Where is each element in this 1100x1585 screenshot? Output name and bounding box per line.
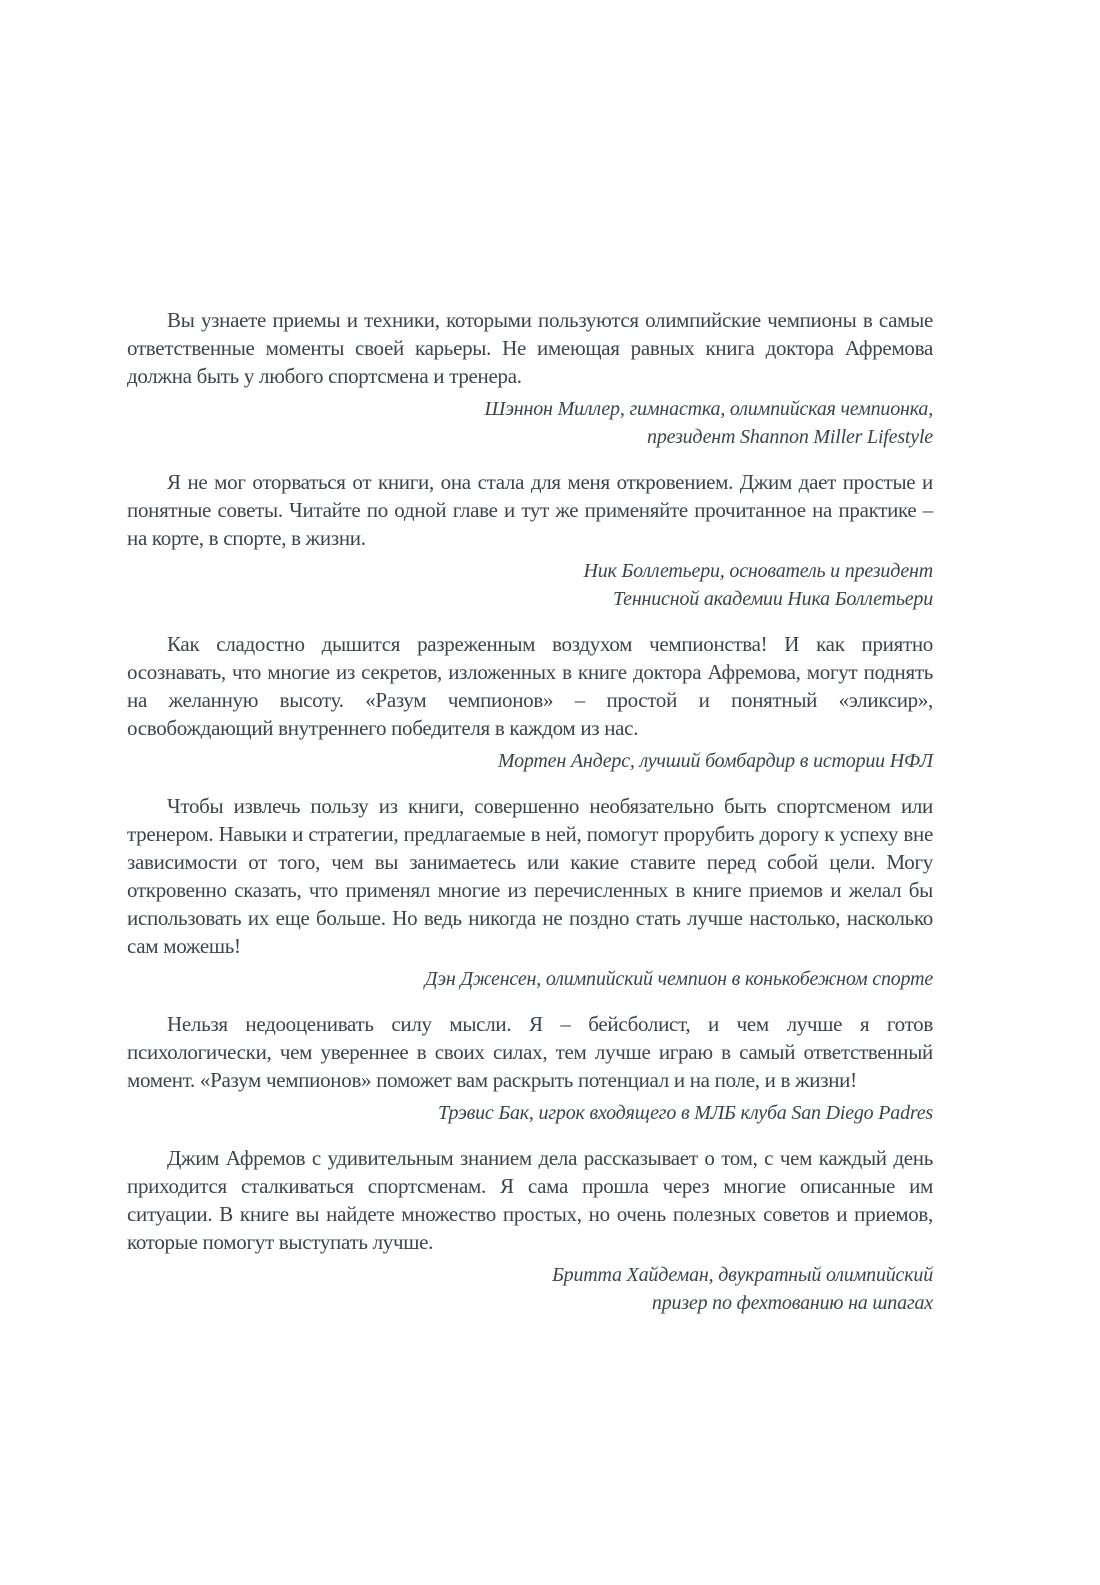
attribution-line: президент Shannon Miller Lifestyle: [647, 426, 933, 448]
quote-text: Как сладостно дышится разреженным воздухом чемпионства! И как приятно осознавать, что многие из секретов, изложенных в книге доктора Афремова, могут поднять на желанную высоту. «Разум чемпионов» – простой и понятный «эликсир», освобождающий внутреннего победителя в каждом из нас.: [127, 632, 933, 740]
quote-text: Джим Афремов с удивительным знанием дела рассказывает о том, с чем каждый день приходится сталкиваться спортсменам. Я сама прошла через многие описанные им ситуации. В книге вы найдете множество простых, но очень полезных советов и приемов, которые помогут выступать лучше.: [127, 1146, 933, 1254]
testimonial-quote: [127, 306, 933, 451]
quote-text: Нельзя недооценивать силу мысли. Я – бейсболист, и чем лучше я готов психологически, чем увереннее в своих силах, тем лучше играю в самый ответственный момент. «Разум чемпионов» поможет вам раскрыть потенциал и на поле, и в жизни!: [127, 1012, 933, 1092]
testimonial-quote: [127, 468, 933, 613]
attribution-line: Мортен Андерс, лучший бомбардир в истории НФЛ: [497, 750, 933, 772]
quote-text: Я не мог оторваться от книги, она стала для меня откровением. Джим дает простые и понятные советы. Читайте по одной главе и тут же применяйте прочитанное на практике – на корте, в спорте, в жизни.: [127, 470, 933, 550]
quote-attribution: [127, 1261, 933, 1317]
testimonial-quote: [127, 1144, 933, 1317]
quote-attribution: [127, 747, 933, 775]
quote-attribution: [127, 965, 933, 993]
quote-text: Чтобы извлечь пользу из книги, совершенно необязательно быть спортсменом или тренером. Навыки и стратегии, предлагаемые в ней, помогут прорубить дорогу к успеху вне зависимости от того, чем вы занимаетесь или какие ставите перед собой цели. Могу откровенно сказать, что применял многие из перечисленных в книге приемов и желал бы использовать их еще больше. Но ведь никогда не поздно стать лучше настолько, насколько сам можешь!: [127, 794, 933, 958]
quote-text: Вы узнаете приемы и техники, которыми пользуются олимпийские чемпионы в самые ответственные моменты своей карьеры. Не имеющая равных книга доктора Афремова должна быть у любого спортсмена и тренера.: [127, 308, 933, 388]
attribution-line: Теннисной академии Ника Боллетьери: [612, 588, 933, 610]
testimonials-block: [127, 306, 933, 1317]
attribution-line: Шэннон Миллер, гимнастка, олимпийская чемпионка,: [484, 398, 933, 420]
attribution-line: Дэн Дженсен, олимпийский чемпион в конькобежном спорте: [424, 968, 933, 990]
quote-attribution: [127, 395, 933, 451]
testimonial-quote: [127, 1010, 933, 1127]
testimonial-quote: [127, 792, 933, 993]
attribution-line: Трэвис Бак, игрок входящего в МЛБ клуба San Diego Padres: [438, 1102, 933, 1124]
attribution-line: Ник Боллетьери, основатель и президент: [583, 560, 933, 582]
attribution-line: Бритта Хайдеман, двукратный олимпийский: [552, 1264, 933, 1286]
quote-attribution: [127, 557, 933, 613]
attribution-line: призер по фехтованию на шпагах: [651, 1292, 933, 1314]
quote-attribution: [127, 1099, 933, 1127]
testimonial-quote: [127, 630, 933, 775]
